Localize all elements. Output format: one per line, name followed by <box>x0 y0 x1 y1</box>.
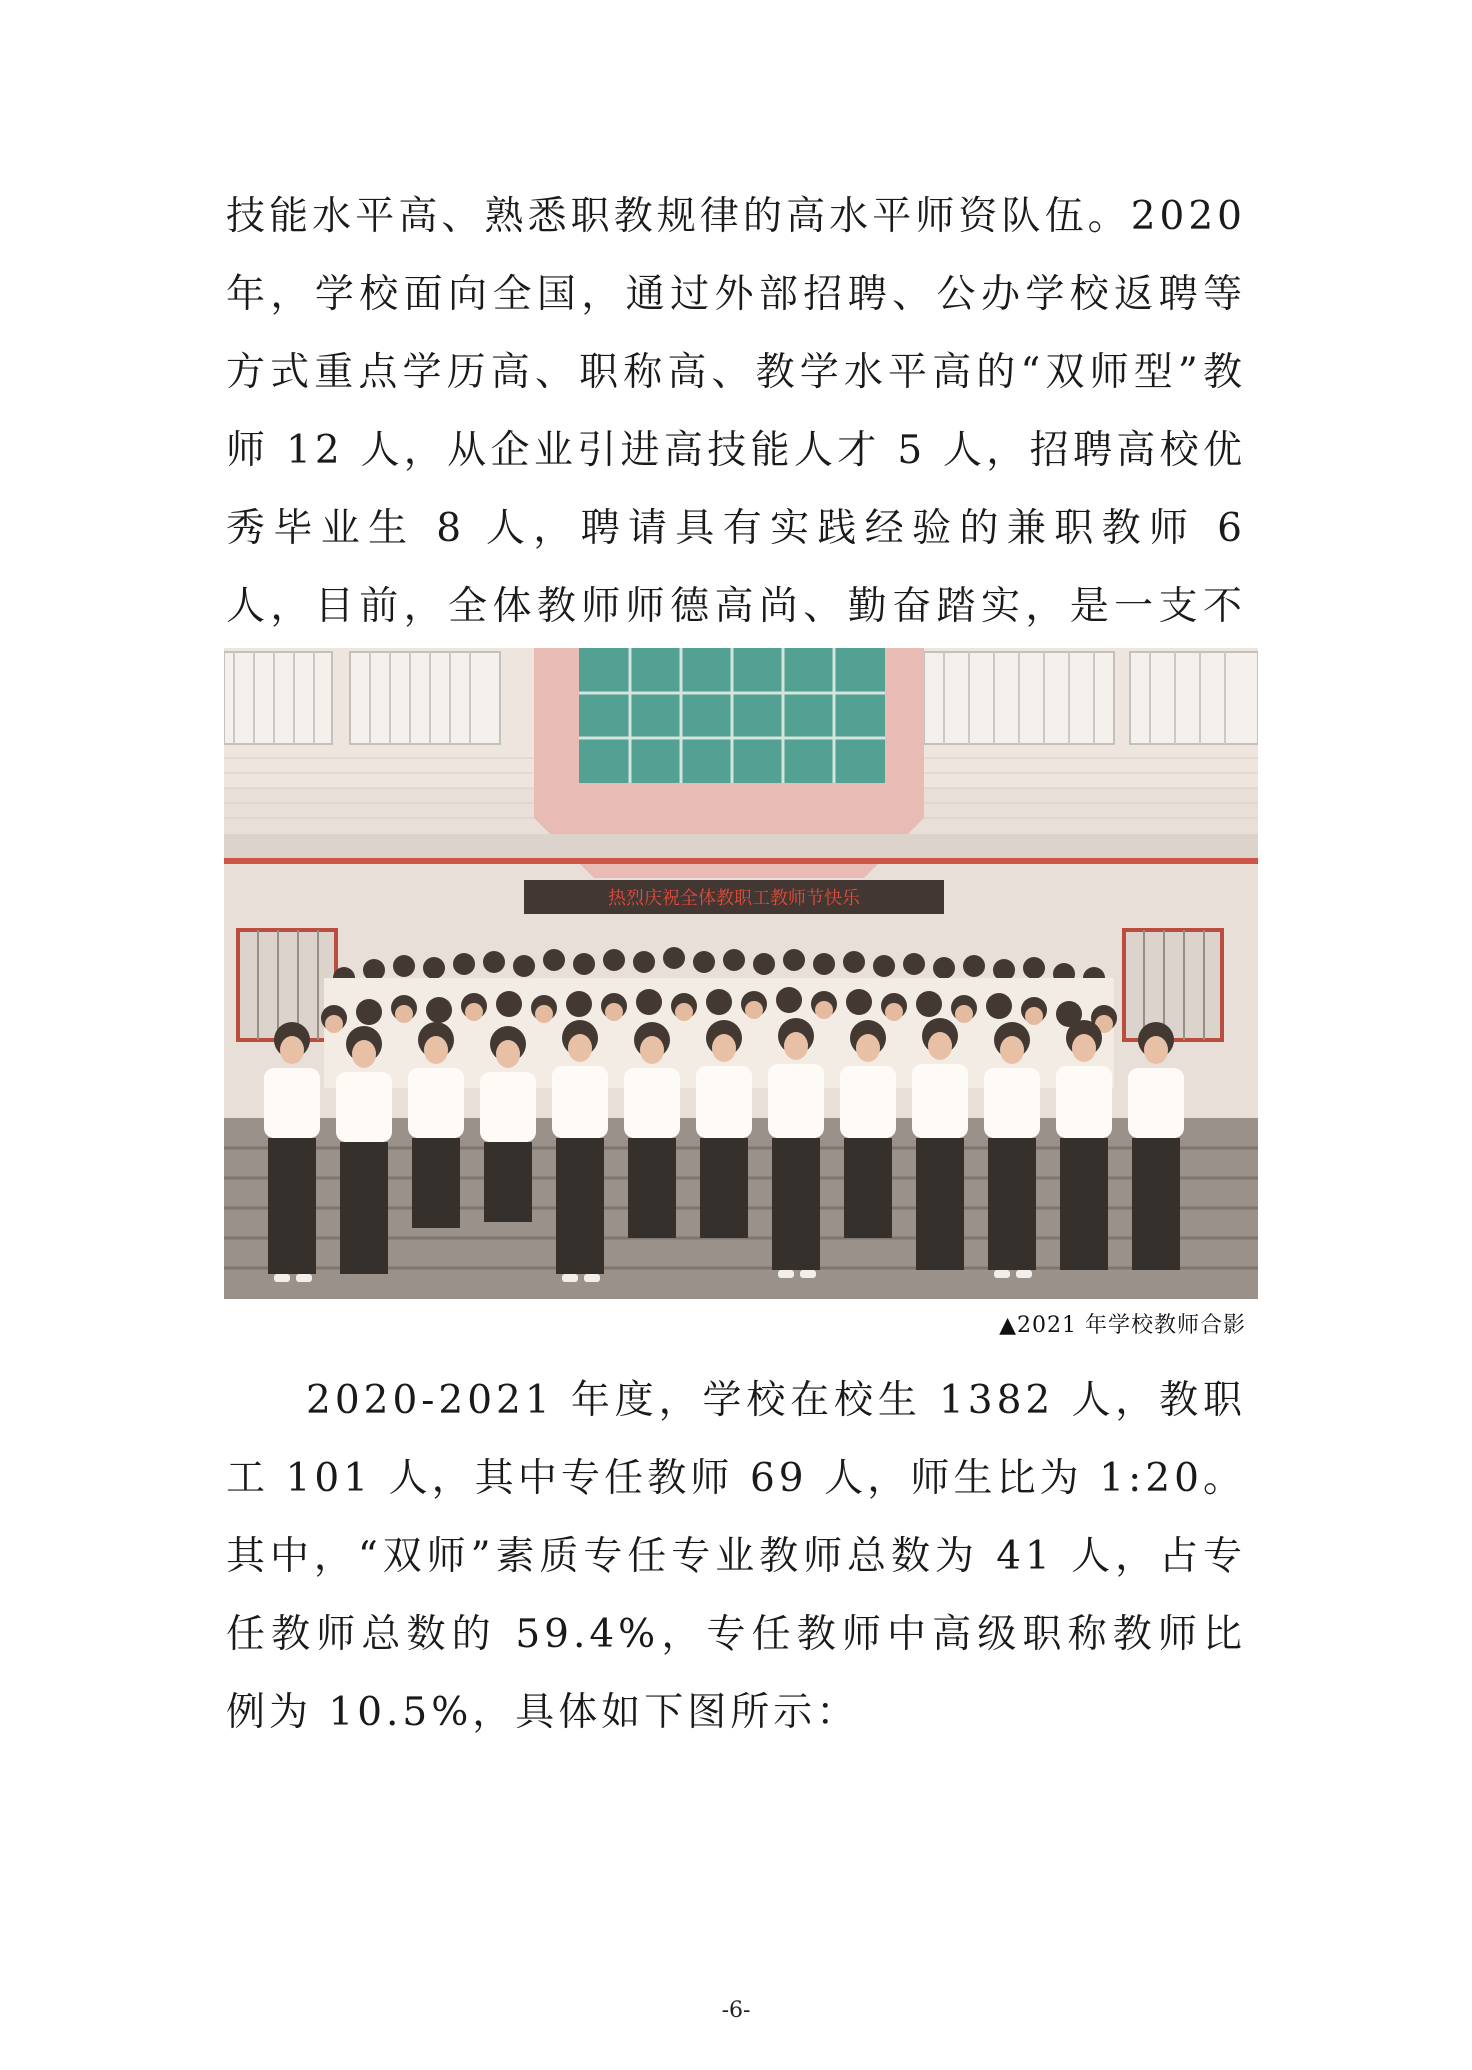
body-paragraph-1: 技能水平高、熟悉职教规律的高水平师资队伍。2020 年，学校面向全国，通过外部招聘、公办学校返聘等方式重点学历高、职称高、教学水平高的“双师型”教师 12 人，从企业引进高技能人才 5 人，招聘高校优秀毕业生 8 人，聘请具有实践经验的兼职教师 6 人，目前，全体教师师德高尚、勤奋踏实，是一支不 <box>226 194 1246 629</box>
body-paragraph-2: 2020-2021 年度，学校在校生 1382 人，教职工 101 人，其中专任教师 69 人，师生比为 1:20。其中，“双师”素质专任专业教师总数为 41 人，占专任教师总数的 59.4%，专任教师中高级职称教师比例为 10.5%，具体如下图所示： <box>226 1378 1246 1735</box>
banner-text: 热烈庆祝全体教职工教师节快乐 <box>608 888 860 909</box>
page-number: -6- <box>721 1998 751 2023</box>
photo-caption: ▲2021 年学校教师合影 <box>999 1313 1246 1338</box>
group-photo <box>224 648 1258 1299</box>
